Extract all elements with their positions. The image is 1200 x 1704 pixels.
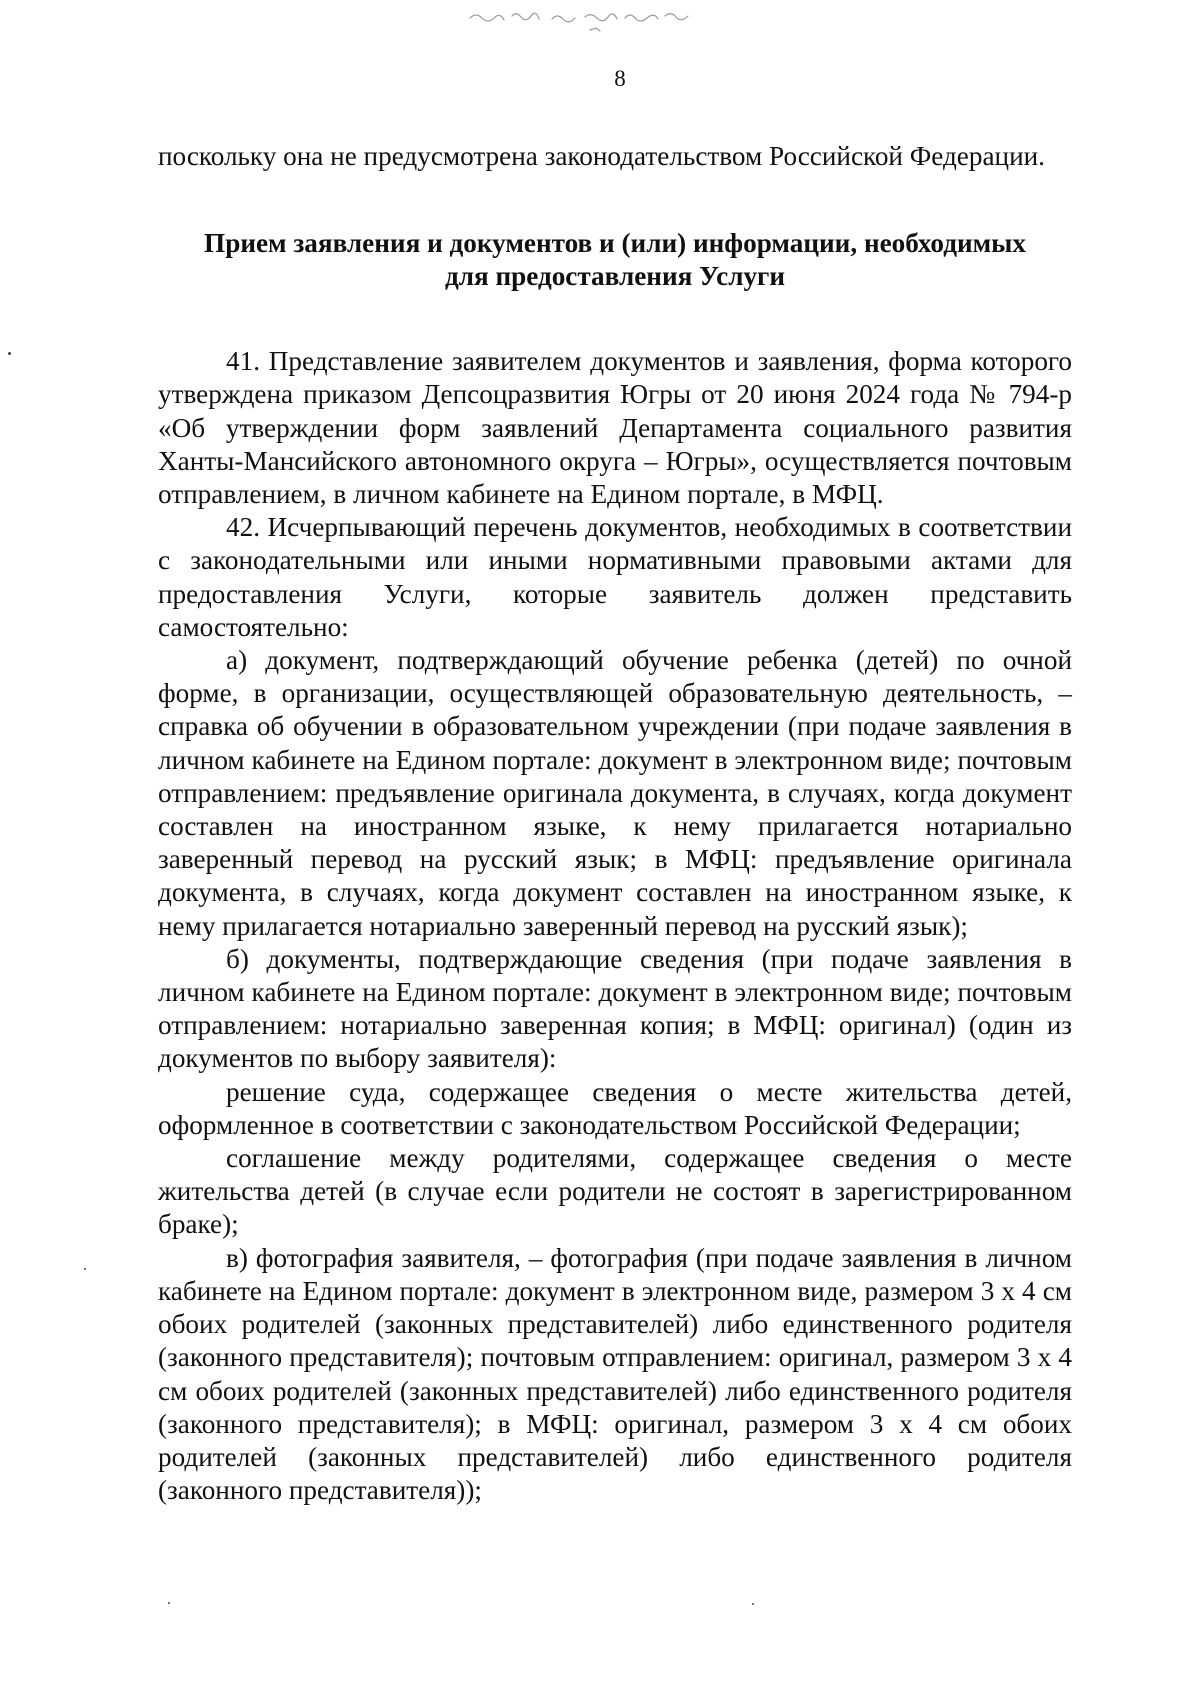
scan-speck (752, 1603, 754, 1605)
page-number: 8 (614, 66, 626, 91)
scan-speck (8, 352, 11, 355)
item-b-court-decision: решение суда, содержащее сведения о месте жительства детей, оформленное в соответствии с законодательством Российской Федерации; (158, 1076, 1072, 1140)
item-b: б) документы, подтверждающие сведения (при подаче заявления в личном кабинете на Едином портале: документ в электронном виде; почтовым отправлением: нотариально заверенная копия; в МФЦ: оригинал) (один из документов по выбору заявителя): (158, 943, 1072, 1074)
section-heading (158, 227, 1072, 293)
paragraph-41: 41. Представление заявителем документов и заявления, форма которого утверждена приказом Депсоцразвития Югры от 20 июня 2024 года № 794-р «Об утверждении форм заявлений Департамента социального развития Ханты-Мансийского автономного округа – Югры», осуществляется почтовым отправлением, в личном кабинете на Едином портале, в МФЦ. (158, 346, 1072, 510)
scan-speck (84, 1268, 86, 1270)
section-heading-line1: Прием заявления и документов и (или) информации, необходимых (204, 228, 1026, 259)
faded-stamp-mark (460, 4, 740, 38)
document-body (158, 140, 1072, 1507)
scan-speck (168, 1602, 170, 1604)
item-b-parents-agreement: соглашение между родителями, содержащее сведения о месте жительства детей (в случае если родители не состоят в зарегистрированном браке); (158, 1143, 1072, 1240)
item-v: в) фотография заявителя, – фотография (при подаче заявления в личном кабинете на Едином портале: документ в электронном виде, размером 3 х 4 см обоих родителей (законных представителей) либо единственного родителя (законного представителя); почтовым отправлением: оригинал, размером 3 х 4 см обоих родителей (законных представителей) либо единственного родителя (законного представителя); в МФЦ: оригинал, размером 3 х 4 см обоих родителей (законных представителей) либо единственного родителя (законного представителя)); (158, 1242, 1072, 1506)
section-heading-line2: для предоставления Услуги (444, 261, 786, 292)
intro-paragraph: поскольку она не предусмотрена законодательством Российской Федерации. (158, 141, 1045, 171)
paragraph-42: 42. Исчерпывающий перечень документов, необходимых в соответствии с законодательными или иными нормативными правовыми актами для предоставления Услуги, которые заявитель должен представить самостоятельно: (158, 512, 1072, 642)
item-a: а) документ, подтверждающий обучение ребенка (детей) по очной форме, в организации, осуществляющей образовательную деятельность, – справка об обучении в образовательном учреждении (при подаче заявления в личном кабинете на Едином портале: документ в электронном виде; почтовым отправлением: предъявление оригинала документа, в случаях, когда документ составлен на иностранном языке, к нему прилагается нотариально заверенный перевод на русский язык; в МФЦ: предъявление оригинала документа, в случаях, когда документ составлен на иностранном языке, к нему прилагается нотариально заверенный перевод на русский язык); (158, 645, 1072, 941)
